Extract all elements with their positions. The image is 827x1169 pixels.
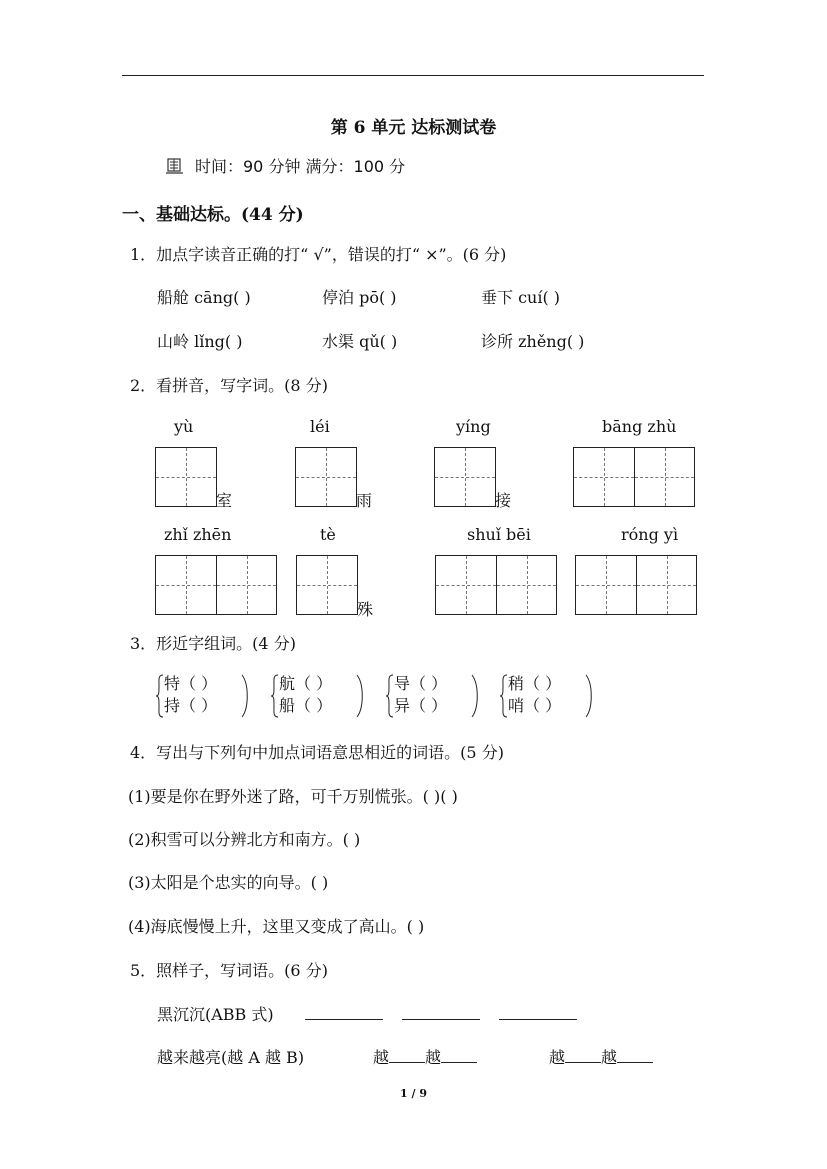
pinyin-label: léi bbox=[310, 417, 330, 436]
group-word: 航（ ） bbox=[279, 674, 333, 693]
q1-item: 水渠 qǔ( ) bbox=[322, 332, 398, 351]
writing-grid[interactable] bbox=[435, 555, 557, 615]
similar-char-group bbox=[155, 673, 251, 719]
yue-char: 越 bbox=[373, 1048, 390, 1067]
q1-item: 诊所 zhěng( ) bbox=[481, 332, 585, 351]
top-rule bbox=[122, 75, 704, 76]
yue-fill[interactable] bbox=[549, 1045, 653, 1068]
similar-char-group bbox=[270, 673, 366, 719]
left-brace-icon bbox=[155, 674, 164, 718]
right-paren-icon bbox=[241, 674, 250, 718]
group-word: 船（ ） bbox=[279, 696, 333, 715]
q1-item: 山岭 lǐng( ) bbox=[157, 332, 243, 351]
right-paren-icon bbox=[585, 674, 594, 718]
grid-suffix: 殊 bbox=[357, 600, 374, 619]
pinyin-label: yù bbox=[174, 417, 194, 436]
group-word: 导（ ） bbox=[394, 674, 448, 693]
grid-suffix: 接 bbox=[495, 491, 512, 510]
writing-grid[interactable] bbox=[155, 555, 277, 615]
left-brace-icon bbox=[385, 674, 394, 718]
left-brace-icon bbox=[499, 674, 508, 718]
yue-char: 越 bbox=[601, 1048, 618, 1067]
left-brace-icon bbox=[270, 674, 279, 718]
grid-suffix: 雨 bbox=[356, 491, 373, 510]
q1-item: 船舱 cāng( ) bbox=[157, 288, 251, 307]
right-paren-icon bbox=[356, 674, 365, 718]
q1-prompt: 1．加点字读音正确的打“ √”，错误的打“ ×”。(6 分) bbox=[130, 245, 507, 264]
q5-prompt: 5．照样子，写词语。(6 分) bbox=[130, 961, 328, 980]
answer-blank[interactable] bbox=[402, 1002, 480, 1024]
q1-item: 垂下 cuí( ) bbox=[481, 288, 561, 307]
time-info bbox=[165, 154, 405, 177]
q4-item: (1)要是你在野外迷了路，可千万别慌张。( )( ) bbox=[128, 787, 458, 806]
group-word: 稍（ ） bbox=[508, 674, 562, 693]
pinyin-label: róng yì bbox=[621, 525, 679, 544]
group-word: 持（ ） bbox=[164, 696, 218, 715]
pinyin-label: bāng zhù bbox=[602, 417, 677, 436]
page-number: 1 / 9 bbox=[400, 1087, 427, 1100]
page-title: 第 6 单元 达标测试卷 bbox=[330, 118, 497, 138]
section-heading: 一、基础达标。(44 分) bbox=[122, 205, 304, 225]
writing-grid[interactable] bbox=[296, 555, 358, 615]
writing-grid[interactable] bbox=[295, 447, 357, 507]
writing-grid[interactable] bbox=[573, 447, 695, 507]
writing-grid[interactable] bbox=[434, 447, 496, 507]
q3-prompt: 3．形近字组词。(4 分) bbox=[130, 634, 296, 653]
time-text: 时间：90 分钟 满分：100 分 bbox=[195, 157, 406, 176]
right-paren-icon bbox=[471, 674, 480, 718]
q5-example: 黑沉沉(ABB 式) bbox=[157, 1005, 274, 1024]
yue-char: 越 bbox=[549, 1048, 566, 1067]
writing-grid[interactable] bbox=[155, 447, 217, 507]
similar-char-group bbox=[499, 673, 595, 719]
pinyin-label: zhǐ zhēn bbox=[164, 525, 232, 544]
q4-item: (2)积雪可以分辨北方和南方。( ) bbox=[128, 830, 361, 849]
q4-item: (4)海底慢慢上升，这里又变成了高山。( ) bbox=[128, 917, 425, 936]
q4-prompt: 4．写出与下列句中加点词语意思相近的词语。(5 分) bbox=[130, 743, 504, 762]
yue-fill[interactable] bbox=[373, 1045, 477, 1068]
group-word: 哨（ ） bbox=[508, 696, 562, 715]
q5-example: 越来越亮(越 A 越 B) bbox=[157, 1048, 305, 1067]
yue-char: 越 bbox=[425, 1048, 442, 1067]
pinyin-label: yíng bbox=[456, 417, 491, 436]
group-word: 特（ ） bbox=[164, 674, 218, 693]
answer-blank[interactable] bbox=[305, 1002, 383, 1024]
clock-icon bbox=[165, 157, 185, 175]
group-word: 异（ ） bbox=[394, 696, 448, 715]
q2-prompt: 2．看拼音，写字词。(8 分) bbox=[130, 376, 328, 395]
pinyin-label: shuǐ bēi bbox=[467, 525, 531, 544]
q1-item: 停泊 pō( ) bbox=[322, 288, 397, 307]
similar-char-group bbox=[385, 673, 481, 719]
answer-blank[interactable] bbox=[499, 1002, 577, 1024]
writing-grid[interactable] bbox=[575, 555, 697, 615]
pinyin-label: tè bbox=[320, 525, 336, 544]
q4-item: (3)太阳是个忠实的向导。( ) bbox=[128, 873, 329, 892]
grid-suffix: 室 bbox=[216, 491, 233, 510]
